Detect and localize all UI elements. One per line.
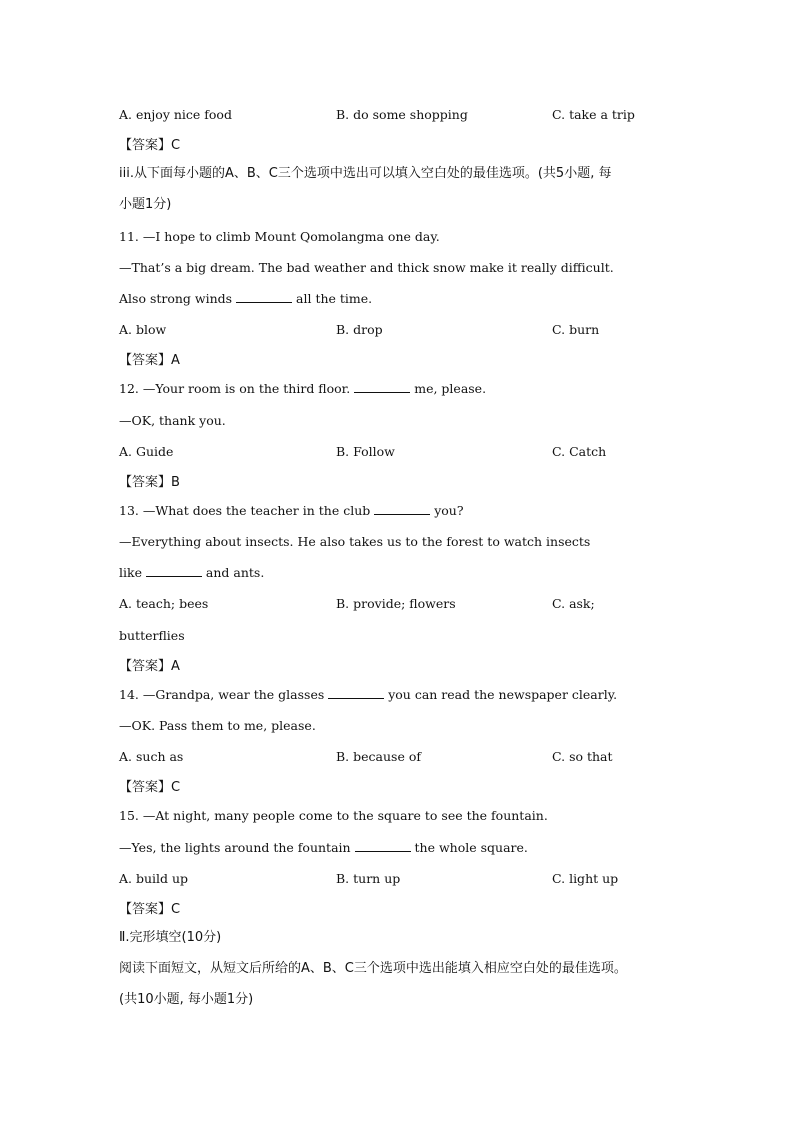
section-ii-title: Ⅱ.完形填空(10分) (119, 929, 222, 945)
option-b: B. provide; flowers (336, 596, 456, 612)
q11-answer: 【答案】A (119, 353, 180, 369)
q14-stem-after: you can read the newspaper clearly. (384, 686, 618, 702)
option-b: B. because of (336, 749, 421, 765)
q14-answer: 【答案】C (119, 780, 181, 796)
option-c: C. light up (552, 870, 619, 886)
q13-answer: 【答案】A (119, 658, 180, 674)
q11-line3 (119, 288, 679, 319)
option-c: C. so that (552, 749, 613, 765)
option-b: B. Follow (336, 443, 395, 459)
q11-line3-after: all the time. (292, 290, 373, 306)
option-c: C. take a trip (552, 107, 635, 122)
option-a: A. blow (119, 322, 167, 338)
q14-options (119, 746, 679, 777)
q13-line3-before: like (119, 565, 146, 581)
q15-options (119, 868, 679, 899)
document-content (119, 104, 679, 1021)
q13-stem-before: 13. —What does the teacher in the club (119, 502, 375, 518)
answer-blank (236, 290, 292, 303)
option-a: A. Guide (119, 443, 174, 459)
option-a: A. build up (119, 870, 189, 886)
q11-line2: —That’s a big dream. The bad weather and thick snow make it really difficult. (119, 259, 614, 275)
answer-blank (146, 564, 202, 577)
answer-blank (355, 839, 411, 852)
answer-blank (328, 686, 384, 699)
q12-line2: —OK, thank you. (119, 412, 226, 428)
q13-stem (119, 500, 679, 531)
option-c: C. ask; (552, 596, 595, 612)
q11-options (119, 319, 679, 350)
prev-answer: 【答案】C (119, 138, 181, 154)
q14-line2: —OK. Pass them to me, please. (119, 718, 316, 733)
option-a: A. enjoy nice food (119, 107, 232, 122)
section-iii-instruction-line2: 小题1分) (119, 197, 172, 213)
option-b: B. drop (336, 322, 383, 338)
answer-blank (374, 502, 430, 515)
q12-stem-after: me, please. (410, 381, 487, 397)
q13-options-wrap: butterflies (119, 627, 185, 643)
option-b: B. do some shopping (336, 107, 468, 122)
section-ii-instruction-line1: 阅读下面短文，从短文后所给的A、B、C三个选项中选出能填入相应空白处的最佳选项。 (119, 961, 627, 977)
section-iii-instruction-line1: iii.从下面每小题的A、B、C三个选项中选出可以填入空白处的最佳选项。(共5小题, 每 (119, 166, 612, 182)
q15-stem: 15. —At night, many people come to the square to see the fountain. (119, 808, 548, 824)
q12-answer: 【答案】B (119, 474, 180, 490)
q14-stem (119, 684, 679, 715)
prev-question-options (119, 104, 679, 135)
q15-line2-after: the whole square. (410, 839, 528, 855)
q13-stem-after: you? (430, 502, 464, 518)
q13-line2: —Everything about insects. He also takes us to the forest to watch insects (119, 534, 591, 550)
q13-line3 (119, 562, 679, 593)
q13-options (119, 593, 679, 624)
q15-answer: 【答案】C (119, 901, 181, 917)
q15-line2 (119, 837, 679, 868)
q14-stem-before: 14. —Grandpa, wear the glasses (119, 686, 329, 702)
q15-line2-before: —Yes, the lights around the fountain (119, 839, 355, 855)
q13-line3-after: and ants. (201, 565, 265, 581)
option-a: A. such as (119, 749, 184, 765)
option-a: A. teach; bees (119, 596, 209, 612)
q12-stem-before: 12. —Your room is on the third floor. (119, 381, 355, 397)
option-b: B. turn up (336, 870, 401, 886)
answer-blank (354, 380, 410, 393)
option-c: C. burn (552, 322, 600, 338)
q12-options (119, 441, 679, 472)
q11-line3-before: Also strong winds (119, 290, 237, 306)
q12-stem (119, 378, 679, 409)
section-ii-instruction-line2: (共10小题, 每小题1分) (119, 992, 254, 1008)
option-c: C. Catch (552, 443, 607, 459)
q11-stem: 11. —I hope to climb Mount Qomolangma one day. (119, 228, 440, 244)
